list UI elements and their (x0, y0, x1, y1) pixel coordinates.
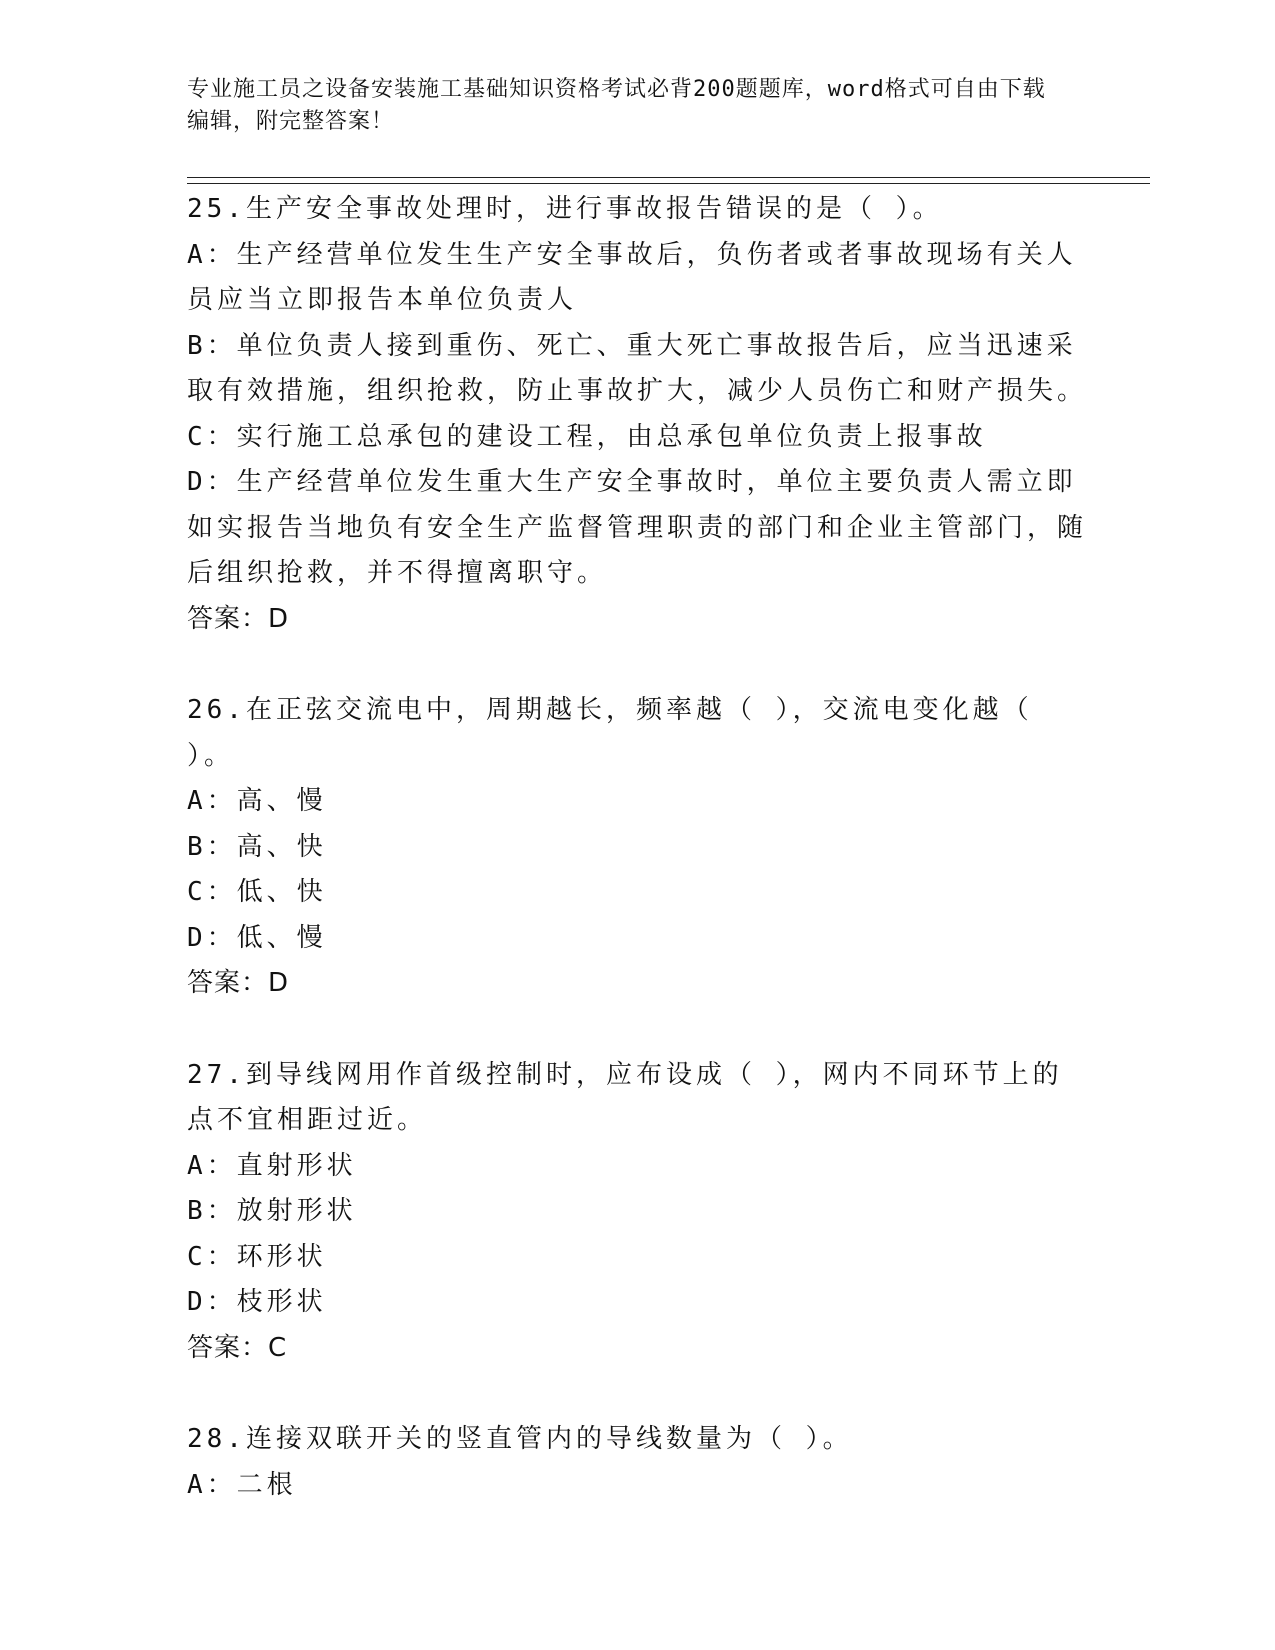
option-b: B：放射形状 (187, 1196, 357, 1226)
header-divider-bottom (187, 183, 1150, 184)
question-27 (187, 1053, 1087, 1372)
option-c: C：实行施工总承包的建设工程，由总承包单位负责上报事故 (187, 421, 987, 452)
option-d: D：低、慢 (187, 922, 327, 953)
option-d: D：枝形状 (187, 1287, 327, 1317)
question-stem: 27.到导线网用作首级控制时，应布设成（ ），网内不同环节上的点不宜相距过近。 (187, 1059, 1063, 1135)
question-25 (187, 187, 1087, 642)
answer-line: 答案：C (187, 1332, 288, 1363)
question-list (187, 187, 1087, 1508)
option-d: D：生产经营单位发生重大生产安全事故时，单位主要负责人需立即如实报告当地负有安全生产监督管理职责的部门和企业主管部门，随后组织抢救，并不得擅离职守。 (187, 467, 1088, 588)
answer-line: 答案：D (187, 603, 290, 634)
option-b: B：高、快 (187, 831, 327, 862)
question-28 (187, 1417, 1087, 1508)
option-a: A：二根 (187, 1469, 297, 1500)
question-stem: 26.在正弦交流电中，周期越长，频率越（ ），交流电变化越（ ）。 (187, 695, 1033, 771)
question-stem: 28.连接双联开关的竖直管内的导线数量为（ ）。 (187, 1424, 853, 1454)
answer-line: 答案：D (187, 968, 290, 998)
option-c: C：低、快 (187, 877, 327, 907)
option-a: A：直射形状 (187, 1150, 357, 1181)
option-c: C：环形状 (187, 1241, 327, 1272)
question-26 (187, 688, 1087, 1007)
option-a: A：生产经营单位发生生产安全事故后，负伤者或者事故现场有关人员应当立即报告本单位负责人 (187, 239, 1077, 315)
header-divider-top (187, 177, 1150, 178)
page-header: 专业施工员之设备安装施工基础知识资格考试必背200题题库，word格式可自由下载编辑，附完整答案！ (187, 77, 1046, 134)
question-stem: 25.生产安全事故处理时，进行事故报告错误的是（ ）。 (187, 194, 943, 224)
option-b: B：单位负责人接到重伤、死亡、重大死亡事故报告后，应当迅速采取有效措施，组织抢救，防止事故扩大，减少人员伤亡和财产损失。 (187, 330, 1088, 406)
option-a: A：高、慢 (187, 786, 327, 816)
